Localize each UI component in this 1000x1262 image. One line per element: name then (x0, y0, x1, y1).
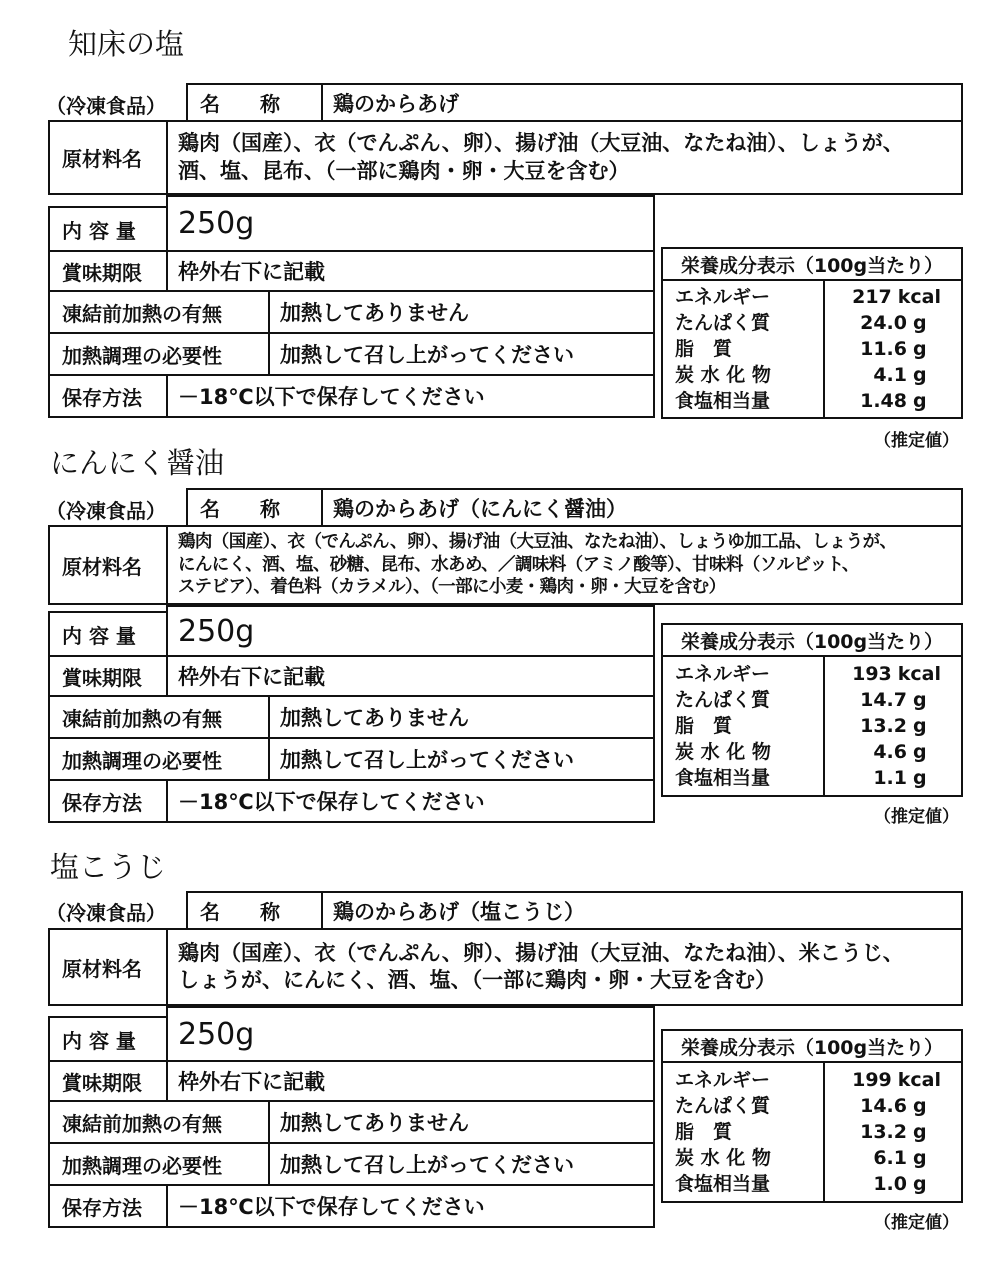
cooking-label-cell (48, 737, 270, 781)
preheated-value: 加熱してありません (280, 301, 469, 325)
nutrition-unit: g (913, 689, 927, 711)
cooking-label: 加熱調理の必要性 (62, 343, 222, 368)
nutrition-value: 14.6 (860, 1095, 907, 1117)
nutrition-value: 199 (852, 1069, 892, 1091)
ingredients-value-cell (166, 525, 963, 605)
ingredients-value-cell (166, 120, 963, 195)
nutrition-row (837, 739, 941, 765)
preheated-label-cell (48, 1100, 270, 1144)
nutrition-names-cell (661, 655, 825, 797)
nutrition-row (837, 1171, 941, 1197)
nutrition-header-cell (661, 1029, 963, 1063)
nutrition-name: 炭 水 化 物 (675, 741, 771, 763)
nutrition-row (837, 1119, 941, 1145)
best-before-value-cell (166, 655, 655, 697)
nutrition-name: 脂 質 (675, 1121, 733, 1143)
product-title: 知床の塩 (68, 27, 185, 61)
nutrition-unit: g (913, 1173, 927, 1195)
cooking-value: 加熱して召し上がってください (280, 343, 574, 367)
name-label-cell (186, 891, 323, 930)
nutrition-name: 食塩相当量 (675, 767, 771, 789)
name-label: 名 称 (200, 900, 280, 924)
content-label-cell (48, 206, 168, 252)
product-title: 塩こうじ (50, 850, 167, 884)
nutrition-row (837, 362, 941, 388)
preheated-label: 凍結前加熱の有無 (62, 1111, 222, 1136)
cooking-value-cell (268, 332, 655, 376)
cooking-value: 加熱して召し上がってください (280, 748, 574, 772)
nutrition-unit: g (913, 1095, 927, 1117)
storage-value: －18℃以下で保存してください (178, 1195, 485, 1219)
name-value-cell (321, 891, 963, 930)
nutrition-name: 炭 水 化 物 (675, 1147, 771, 1169)
cooking-label-cell (48, 332, 270, 376)
ingredients-line: しょうが、にんにく、酒、塩、（一部に鶏肉・卵・大豆を含む） (178, 968, 777, 992)
best-before-label-cell (48, 1060, 168, 1102)
content-label: 内 容 量 (62, 1028, 136, 1053)
name-label: 名 称 (200, 92, 280, 116)
nutrition-value: 24.0 (860, 312, 907, 334)
nutrition-unit: kcal (897, 1069, 941, 1091)
content-value-cell (166, 605, 655, 657)
preheated-label: 凍結前加熱の有無 (62, 706, 222, 731)
name-value-cell (321, 83, 963, 122)
nutrition-value: 13.2 (860, 1121, 907, 1143)
nutrition-name: エネルギー (675, 663, 771, 685)
nutrition-header-cell (661, 247, 963, 281)
best-before-value: 枠外右下に記載 (178, 665, 325, 689)
content-value-cell (166, 1006, 655, 1062)
nutrition-row (837, 661, 941, 687)
content-value: 250g (178, 1016, 255, 1052)
label-block-garlic-soy (0, 405, 1000, 827)
nutrition-name: 食塩相当量 (675, 1173, 771, 1195)
nutrition-value: 217 (852, 286, 892, 308)
estimate-note: （推定値） (874, 431, 959, 451)
nutrition-value: 193 (852, 663, 892, 685)
nutrition-row (837, 284, 941, 310)
cooking-value-cell (268, 737, 655, 781)
nutrition-unit: g (913, 1147, 927, 1169)
content-value: 250g (178, 613, 255, 649)
nutrition-name: たんぱく質 (675, 1095, 771, 1117)
estimate-note: （推定値） (874, 807, 959, 827)
storage-label: 保存方法 (62, 790, 142, 815)
nutrition-values-cell (823, 279, 963, 419)
nutrition-unit: g (913, 390, 927, 412)
nutrition-value: 1.48 (860, 390, 907, 412)
nutrition-value: 11.6 (860, 338, 907, 360)
name-value: 鶏のからあげ (333, 91, 459, 116)
nutrition-names-cell (661, 1061, 825, 1203)
nutrition-unit: g (913, 767, 927, 789)
nutrition-row (837, 336, 941, 362)
ingredients-line: 鶏肉（国産）、衣（でんぷん、卵）、揚げ油（大豆油、なたね油）、しょうが、 (178, 131, 904, 156)
nutrition-values-cell (823, 1061, 963, 1203)
nutrition-values-cell (823, 655, 963, 797)
cooking-value-cell (268, 1142, 655, 1186)
ingredients-label: 原材料名 (62, 554, 142, 579)
nutrition-unit: g (913, 1121, 927, 1143)
content-label-cell (48, 1016, 168, 1062)
nutrition-name: 脂 質 (675, 338, 733, 360)
best-before-label: 賞味期限 (62, 260, 142, 285)
nutrition-row (837, 687, 941, 713)
label-block-salt-koji (0, 815, 1000, 1233)
content-label: 内 容 量 (62, 218, 136, 243)
cooking-value: 加熱して召し上がってください (280, 1153, 574, 1177)
frozen-food-label: （冷凍食品） (46, 499, 166, 523)
nutrition-row (837, 765, 941, 791)
nutrition-unit: g (913, 364, 927, 386)
content-label: 内 容 量 (62, 623, 136, 648)
ingredients-line: 酒、塩、昆布、（一部に鶏肉・卵・大豆を含む） (178, 158, 630, 183)
nutrition-name: 炭 水 化 物 (675, 364, 771, 386)
nutrition-header: 栄養成分表示（100g当たり） (680, 1036, 944, 1059)
ingredients-value-cell (166, 928, 963, 1006)
nutrition-name: 食塩相当量 (675, 390, 771, 412)
frozen-food-label: （冷凍食品） (46, 94, 166, 118)
nutrition-value: 4.6 (873, 741, 907, 763)
nutrition-name: エネルギー (675, 286, 771, 308)
name-value: 鶏のからあげ（にんにく醤油） (333, 496, 627, 521)
nutrition-value: 4.1 (873, 364, 907, 386)
best-before-value-cell (166, 250, 655, 292)
name-label-cell (186, 488, 323, 527)
cooking-label: 加熱調理の必要性 (62, 748, 222, 773)
name-label: 名 称 (200, 497, 280, 521)
nutrition-row (837, 1067, 941, 1093)
best-before-label: 賞味期限 (62, 665, 142, 690)
nutrition-name: エネルギー (675, 1069, 771, 1091)
nutrition-value: 1.0 (873, 1173, 907, 1195)
preheated-label-cell (48, 695, 270, 739)
product-title: にんにく醤油 (50, 446, 225, 480)
ingredients-label-cell (48, 120, 168, 195)
preheated-value-cell (268, 290, 655, 334)
nutrition-names-cell (661, 279, 825, 419)
preheated-value: 加熱してありません (280, 1111, 469, 1135)
nutrition-row (837, 713, 941, 739)
storage-value: －18℃以下で保存してください (178, 385, 485, 409)
cooking-label-cell (48, 1142, 270, 1186)
best-before-value: 枠外右下に記載 (178, 1070, 325, 1094)
nutrition-value: 1.1 (873, 767, 907, 789)
nutrition-row (837, 310, 941, 336)
ingredients-line: にんにく、酒、塩、砂糖、昆布、水あめ、／調味料（アミノ酸等）、甘味料（ソルビット、 (178, 554, 859, 575)
ingredients-label: 原材料名 (62, 956, 142, 981)
ingredients-label-cell (48, 928, 168, 1006)
preheated-value-cell (268, 695, 655, 739)
name-value: 鶏のからあげ（塩こうじ） (333, 899, 585, 924)
storage-value: －18℃以下で保存してください (178, 790, 485, 814)
preheated-label-cell (48, 290, 270, 334)
nutrition-header: 栄養成分表示（100g当たり） (680, 630, 944, 653)
nutrition-value: 14.7 (860, 689, 907, 711)
preheated-value: 加熱してありません (280, 706, 469, 730)
nutrition-name: たんぱく質 (675, 689, 771, 711)
name-label-cell (186, 83, 323, 122)
nutrition-unit: kcal (897, 663, 941, 685)
storage-label-cell (48, 1184, 168, 1228)
nutrition-unit: g (913, 741, 927, 763)
estimate-note: （推定値） (874, 1213, 959, 1233)
ingredients-line: ステビア）、着色料（カラメル）、（一部に小麦・鶏肉・卵・大豆を含む） (178, 577, 726, 598)
nutrition-name: 脂 質 (675, 715, 733, 737)
nutrition-row (837, 1093, 941, 1119)
cooking-label: 加熱調理の必要性 (62, 1153, 222, 1178)
nutrition-row (837, 1145, 941, 1171)
nutrition-unit: kcal (897, 286, 941, 308)
ingredients-line: 鶏肉（国産）、衣（でんぷん、卵）、揚げ油（大豆油、なたね油）、しょうゆ加工品、しょうが、 (178, 532, 897, 553)
best-before-label-cell (48, 250, 168, 292)
name-value-cell (321, 488, 963, 527)
storage-label: 保存方法 (62, 1195, 142, 1220)
nutrition-unit: g (913, 715, 927, 737)
nutrition-value: 6.1 (873, 1147, 907, 1169)
frozen-food-label: （冷凍食品） (46, 901, 166, 925)
best-before-value: 枠外右下に記載 (178, 260, 325, 284)
best-before-value-cell (166, 1060, 655, 1102)
ingredients-line: 鶏肉（国産）、衣（でんぷん、卵）、揚げ油（大豆油、なたね油）、米こうじ、 (178, 940, 904, 965)
content-value: 250g (178, 206, 255, 241)
label-block-shiretoko-salt (0, 0, 1000, 451)
content-label-cell (48, 611, 168, 657)
preheated-value-cell (268, 1100, 655, 1144)
nutrition-unit: g (913, 338, 927, 360)
nutrition-header-cell (661, 623, 963, 657)
nutrition-value: 13.2 (860, 715, 907, 737)
content-value-cell (166, 195, 655, 252)
ingredients-label: 原材料名 (62, 147, 142, 171)
ingredients-label-cell (48, 525, 168, 605)
nutrition-name: たんぱく質 (675, 312, 771, 334)
best-before-label: 賞味期限 (62, 1070, 142, 1095)
best-before-label-cell (48, 655, 168, 697)
storage-label: 保存方法 (62, 385, 142, 410)
nutrition-unit: g (913, 312, 927, 334)
preheated-label: 凍結前加熱の有無 (62, 301, 222, 326)
storage-value-cell (166, 1184, 655, 1228)
nutrition-header: 栄養成分表示（100g当たり） (680, 254, 944, 277)
